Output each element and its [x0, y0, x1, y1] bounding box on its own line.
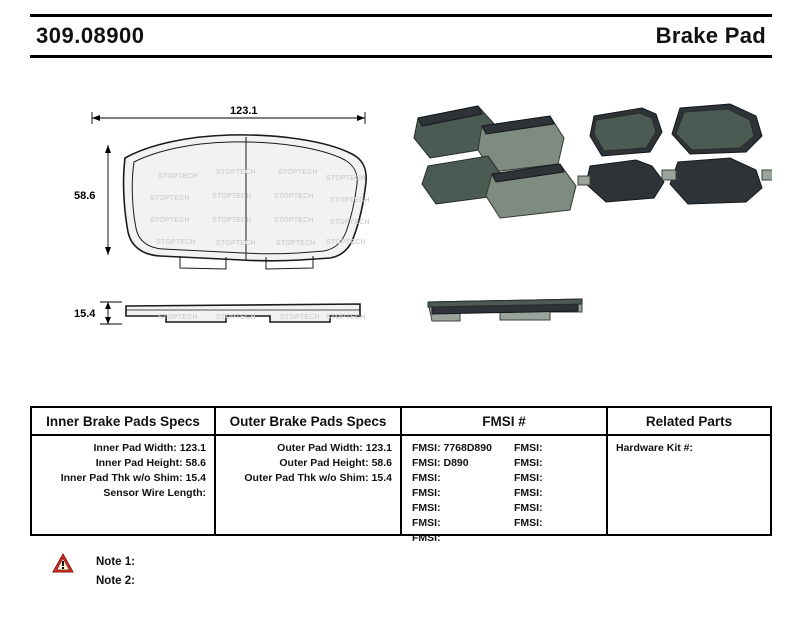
svg-text:STOPTECH: STOPTECH — [274, 193, 314, 200]
spec-row: Inner Pad Width: 123.1 — [93, 442, 206, 454]
fmsi-row: FMSI: — [514, 517, 543, 529]
fmsi-row: FMSI: — [412, 502, 441, 514]
warning-triangle-icon — [52, 553, 74, 573]
part-number: 309.08900 — [36, 23, 145, 48]
fmsi-left-list — [402, 441, 504, 546]
svg-text:STOPTECH: STOPTECH — [326, 314, 366, 321]
svg-text:STOPTECH: STOPTECH — [150, 195, 190, 202]
svg-text:STOPTECH: STOPTECH — [216, 240, 256, 247]
thickness-dimension — [100, 302, 122, 324]
related-row: Hardware Kit #: — [616, 442, 694, 454]
outer-pads-column — [216, 408, 402, 534]
fmsi-row: FMSI: — [412, 472, 441, 484]
fmsi-row: FMSI: — [514, 472, 543, 484]
svg-text:STOPTECH: STOPTECH — [158, 173, 198, 180]
fmsi-heading: FMSI # — [402, 408, 606, 436]
svg-text:STOPTECH: STOPTECH — [216, 169, 256, 176]
height-dimension — [105, 145, 111, 255]
fmsi-body — [402, 436, 606, 546]
fmsi-row: FMSI: 7768D890 — [412, 442, 492, 454]
dim-height-label: 58.6 — [74, 190, 96, 202]
svg-text:STOPTECH: STOPTECH — [276, 240, 316, 247]
technical-drawing — [30, 70, 772, 390]
fmsi-right-list — [504, 441, 606, 546]
related-parts-column — [608, 408, 770, 534]
svg-text:STOPTECH: STOPTECH — [216, 314, 256, 321]
pad-photo-group-right — [578, 104, 772, 204]
svg-text:STOPTECH: STOPTECH — [280, 314, 320, 321]
spec-row: Outer Pad Width: 123.1 — [277, 442, 392, 454]
fmsi-row: FMSI: — [514, 442, 543, 454]
svg-text:STOPTECH: STOPTECH — [158, 314, 198, 321]
fmsi-row: FMSI: — [412, 532, 441, 544]
fmsi-row: FMSI: — [412, 517, 441, 529]
svg-text:STOPTECH: STOPTECH — [212, 217, 252, 224]
svg-text:STOPTECH: STOPTECH — [330, 197, 370, 204]
pad-front-view — [124, 135, 370, 269]
width-dimension — [92, 112, 365, 124]
spec-row: Outer Pad Thk w/o Shim: 15.4 — [244, 472, 392, 484]
inner-pads-heading: Inner Brake Pads Specs — [32, 408, 214, 436]
spec-row: Inner Pad Thk w/o Shim: 15.4 — [60, 472, 206, 484]
related-parts-heading: Related Parts — [608, 408, 770, 436]
outer-pads-heading: Outer Brake Pads Specs — [216, 408, 400, 436]
drawing-area — [30, 70, 772, 390]
fmsi-row: FMSI: — [514, 457, 543, 469]
svg-text:STOPTECH: STOPTECH — [326, 239, 366, 246]
notes-section — [52, 552, 352, 590]
svg-text:STOPTECH: STOPTECH — [156, 239, 196, 246]
specs-table — [30, 406, 772, 544]
svg-text:STOPTECH: STOPTECH — [212, 193, 252, 200]
note-2-row — [52, 571, 352, 590]
sheet-header — [30, 14, 772, 58]
note-2-label: Note 2: — [96, 574, 135, 587]
spec-row: Inner Pad Height: 58.6 — [95, 457, 206, 469]
inner-pads-column — [32, 408, 216, 534]
svg-text:STOPTECH: STOPTECH — [278, 169, 318, 176]
note-1-row — [52, 552, 352, 571]
fmsi-row: FMSI: D890 — [412, 457, 469, 469]
pad-side-view — [126, 304, 366, 322]
dim-width-label: 123.1 — [230, 105, 258, 117]
spec-row: Outer Pad Height: 58.6 — [279, 457, 392, 469]
fmsi-row: FMSI: — [514, 487, 543, 499]
svg-text:STOPTECH: STOPTECH — [326, 175, 366, 182]
spec-row: Sensor Wire Length: — [103, 487, 206, 499]
fmsi-row: FMSI: — [412, 487, 441, 499]
related-parts-body — [608, 436, 770, 456]
svg-text:STOPTECH: STOPTECH — [150, 217, 190, 224]
inner-pads-body — [32, 436, 214, 501]
svg-text:STOPTECH: STOPTECH — [330, 219, 370, 226]
page-title: Brake Pad — [655, 23, 766, 48]
pad-photo-side — [428, 299, 582, 321]
note-1-label: Note 1: — [96, 555, 135, 568]
pad-photo-group-left — [414, 106, 576, 218]
svg-text:STOPTECH: STOPTECH — [274, 217, 314, 224]
fmsi-row: FMSI: — [514, 502, 543, 514]
outer-pads-body — [216, 436, 400, 486]
dim-thickness-label: 15.4 — [74, 308, 96, 320]
fmsi-column — [402, 408, 608, 544]
